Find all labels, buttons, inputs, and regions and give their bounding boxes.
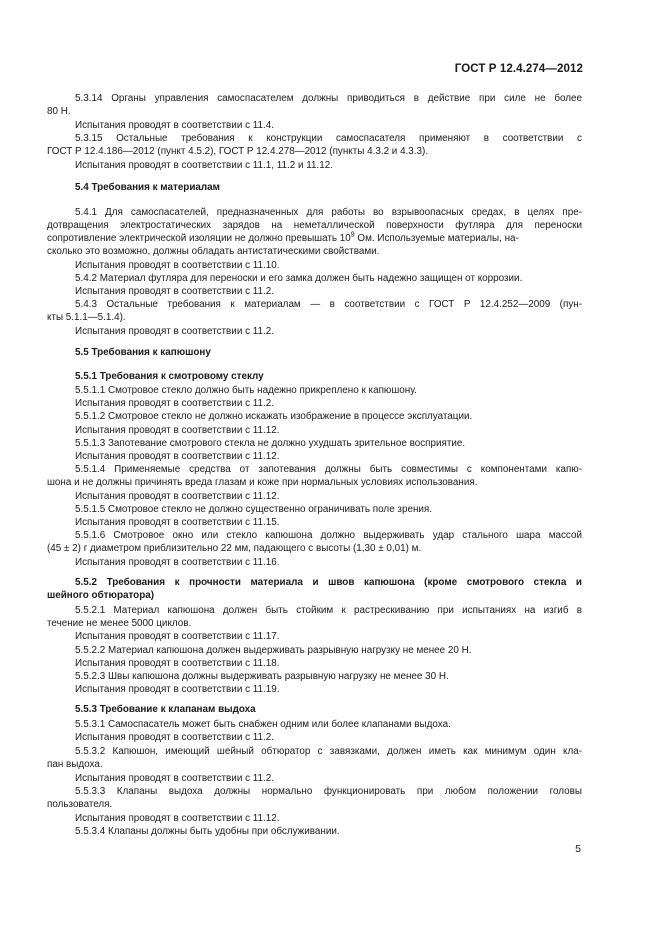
text-line: шона и не должны причинять вреда глазам и коже при нормальных условиях использования.: [47, 477, 478, 488]
text-line: 5.5.2.2 Материал капюшона должен выдерживать разрывную нагрузку не менее 20 Н.: [75, 645, 472, 656]
page-number: 5: [575, 843, 581, 855]
text-line: Испытания проводят в соответствии с 11.12.: [75, 491, 280, 502]
subsection-heading: шейного обтюратора): [47, 590, 155, 601]
text-line: дотвращения электростатических зарядов на неметаллической поверхности футляра для переноски: [47, 220, 582, 231]
text-line: сколько это возможно, должны обладать антистатическими свойствами.: [47, 246, 380, 257]
section-heading: 5.5 Требования к капюшону: [75, 347, 211, 358]
text-line: Испытания проводят в соответствии с 11.2.: [75, 326, 274, 337]
text-line: Испытания проводят в соответствии с 11.10.: [75, 260, 280, 271]
text-line: 5.5.1.4 Применяемые средства от запотевания должны быть совместимы с компонентами капю-: [75, 464, 582, 475]
text-line: 5.5.1.3 Запотевание смотрового стекла не должно ухудшать зрительное восприятие.: [75, 438, 466, 449]
text-line: 5.5.1.1 Смотровое стекло должно быть надежно прикреплено к капюшону.: [75, 385, 417, 396]
text-line: 5.3.15 Остальные требования к конструкции самоспасателя применяют в соответствии с: [75, 133, 582, 144]
document-header-code: ГОСТ Р 12.4.274—2012: [454, 63, 583, 75]
text-line: 5.3.14 Органы управления самоспасателем должны приводиться в действие при силе не более: [75, 93, 582, 104]
text-line: Испытания проводят в соответствии с 11.12.: [75, 813, 280, 824]
text-line: Испытания проводят в соответствии с 11.2.: [75, 286, 274, 297]
text-line: Испытания проводят в соответствии с 11.18.: [75, 658, 280, 669]
exponent: 9: [350, 231, 355, 239]
text-line: 5.5.1.6 Смотровое окно или стекло капюшона должно выдерживать удар стального шара массой: [75, 530, 582, 541]
text-line: Испытания проводят в соответствии с 11.2.: [75, 732, 274, 743]
text-line: (45 ± 2) г диаметром приблизительно 22 мм, падающего с высоты (1,30 ± 0,01) м.: [47, 543, 422, 554]
text-line: 5.5.1.5 Смотровое стекло не должно существенно ограничивать поле зрения.: [75, 504, 433, 515]
text-line: 5.4.3 Остальные требования к материалам — в соответствии с ГОСТ Р 12.4.252—2009 (пун-: [75, 299, 582, 310]
text-line: 5.5.1.2 Смотровое стекло не должно искажать изображение в процессе эксплуатации.: [75, 411, 473, 422]
text-line: Испытания проводят в соответствии с 11.12.: [75, 451, 280, 462]
text-line: 5.5.3.1 Самоспасатель может быть снабжен одним или более клапанами выдоха.: [75, 719, 451, 730]
text-line: 5.5.2.3 Швы капюшона должны выдерживать разрывную нагрузку не менее 30 Н.: [75, 671, 449, 682]
text-line: Испытания проводят в соответствии с 11.4.: [75, 120, 274, 131]
text-line: Испытания проводят в соответствии с 11.2.: [75, 773, 274, 784]
text-line: течение не менее 5000 циклов.: [47, 618, 192, 629]
text-line: 5.5.3.3 Клапаны выдоха должны нормально функционировать при любом положении головы: [75, 786, 582, 797]
text-line: пан выдоха.: [47, 759, 103, 770]
text-line: Испытания проводят в соответствии с 11.1, 11.2 и 11.12.: [75, 160, 333, 171]
text-line: 5.5.3.4 Клапаны должны быть удобны при обслуживании.: [75, 826, 340, 837]
text-line: кты 5.1.1—5.1.4).: [47, 312, 126, 323]
subsection-heading: 5.5.2 Требования к прочности материала и швов капюшона (кроме смотрового стекла и: [75, 577, 582, 588]
subsection-heading: 5.5.3 Требование к клапанам выдоха: [75, 704, 256, 715]
text-line: 5.5.3.2 Капюшон, имеющий шейный обтюратор с завязками, должен иметь как минимум один кла-: [75, 746, 582, 757]
text-line: 5.4.1 Для самоспасателей, предназначенных для работы во взрывоопасных средах, в целях пре-: [75, 207, 582, 218]
text-line: Испытания проводят в соответствии с 11.15.: [75, 517, 280, 528]
subsection-heading: 5.5.1 Требования к смотровому стеклу: [75, 371, 264, 382]
text-line: сопротивление электрической изоляции не должно превышать $10^9$ Ом. Используемые материалы, на-: [47, 231, 519, 244]
text-line: Испытания проводят в соответствии с 11.19.: [75, 684, 280, 695]
section-heading: 5.4 Требования к материалам: [75, 182, 220, 193]
text-line: Испытания проводят в соответствии с 11.12.: [75, 425, 280, 436]
text-line: Испытания проводят в соответствии с 11.2.: [75, 398, 274, 409]
text-line: Испытания проводят в соответствии с 11.16.: [75, 557, 280, 568]
text-line: 5.5.2.1 Материал капюшона должен быть стойким к растрескиванию при испытаниях на изгиб в: [75, 605, 582, 616]
text-line: 5.4.2 Материал футляра для переноски и его замка должен быть надежно защищен от коррозии.: [75, 273, 523, 284]
text-line: 80 Н.: [47, 106, 71, 117]
text-line: ГОСТ Р 12.4.186—2012 (пункт 4.5.2), ГОСТ Р 12.4.278—2012 (пункты 4.3.2 и 4.3.3).: [47, 146, 429, 157]
text-line: Испытания проводят в соответствии с 11.17.: [75, 631, 280, 642]
text-line: пользователя.: [47, 799, 113, 810]
